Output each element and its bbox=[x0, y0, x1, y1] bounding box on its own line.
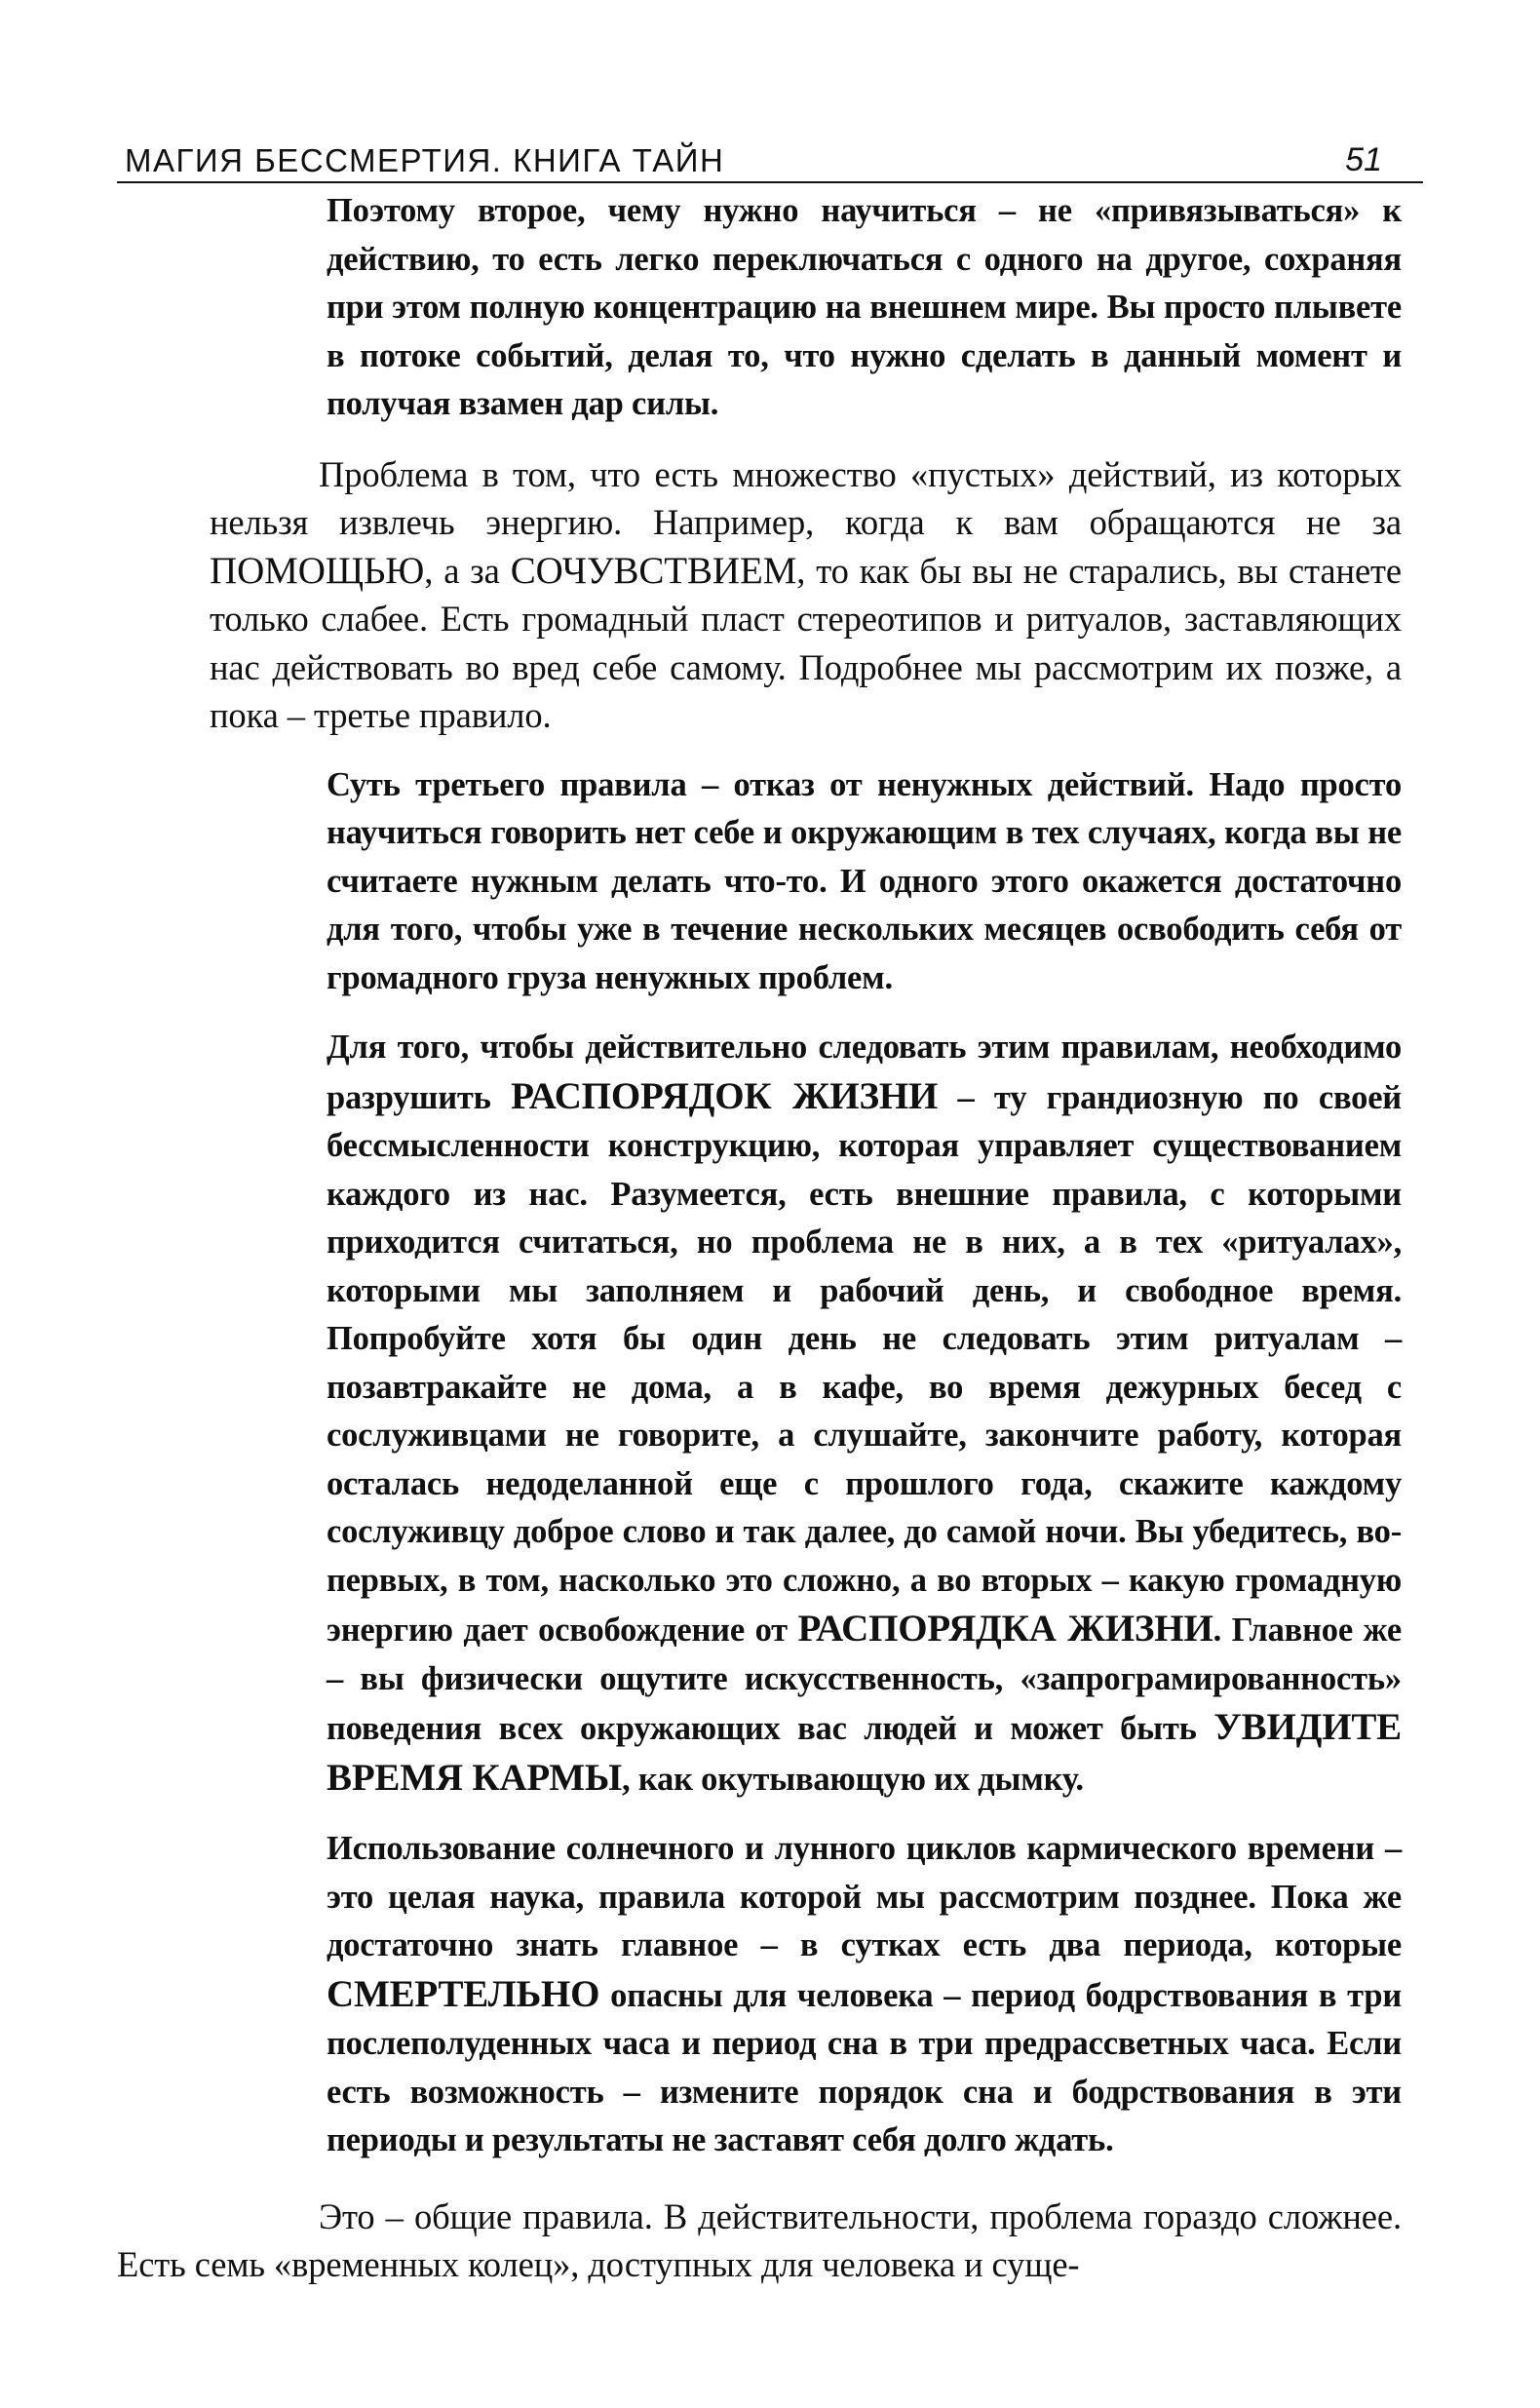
page-body bbox=[117, 187, 1423, 2289]
text-run: Проблема в том, что есть множество «пустых» действий, из которых нельзя извлечь энергию. Например, когда к вам обращаются не за bbox=[210, 453, 1402, 542]
text-run: Использование солнечного и лунного циклов кармического времени – это целая наука, правила которой мы рассмотрим позднее. Пока же достаточно знать главное – в сутках есть два периода, которые bbox=[327, 1830, 1402, 1963]
emphasis-sympathy: СОЧУВСТВИЕМ bbox=[510, 549, 797, 592]
paragraph-empty-actions bbox=[210, 450, 1402, 740]
book-page bbox=[117, 135, 1423, 2289]
emphasis-life-routine: РАСПОРЯДОК ЖИЗНИ bbox=[511, 1074, 939, 1117]
emphasis-deadly: СМЕРТЕЛЬНО bbox=[327, 1972, 600, 2015]
text-run: Для того, чтобы действительно следовать этим правилам, необходимо разрушить bbox=[327, 1029, 1402, 1116]
paragraph-solar-lunar-cycles bbox=[210, 1825, 1402, 2165]
text-run: , а за bbox=[424, 550, 511, 591]
page-number: 51 bbox=[1345, 141, 1382, 178]
text-run: , то как бы вы не старались, вы станете только слабее. Есть громадный пласт стереотипов и ритуалов, заставляющих нас действовать во вред себе самому. Подробнее мы рассмотрим их позже, а пока – третье правило. bbox=[210, 550, 1403, 735]
paragraph-life-routine bbox=[210, 1024, 1402, 1804]
emphasis-help: ПОМОЩЬЮ bbox=[210, 549, 425, 592]
text-run: опасны для человека – период бодрствования в три послеполуденных часа и период сна в три предрассветных часа. Если есть возможность – измените порядок сна и бодрствования в эти периоды и результаты не заставят себя долго ждать. bbox=[327, 1976, 1402, 2158]
paragraph-general-rules: Это – общие правила. В действительности, проблема гораздо сложнее. Есть семь «временных колец», доступных для человека и суще- bbox=[117, 2195, 1402, 2284]
emphasis-karma-time: УВИДИТЕ ВРЕМЯ КАРМЫ bbox=[327, 1706, 1402, 1799]
text-run: . Главное же – вы физически ощутите искусственность, «запрограмированность» поведения всех окружающих вас людей и может быть bbox=[327, 1612, 1402, 1747]
emphasis-life-routine-2: РАСПОРЯДКА ЖИЗНИ bbox=[797, 1608, 1213, 1650]
running-header bbox=[117, 135, 1423, 183]
paragraph-second-rule: Поэтому второе, чему нужно научиться – не «привязываться» к действию, то есть легко переключаться с одного на другое, сохраняя при этом полную концентрацию на внешнем мире. Вы просто плывете в потоке событий, делая то, что нужно сделать в данный момент и получая взамен дар силы. bbox=[327, 192, 1402, 422]
paragraph-third-rule: Суть третьего правила – отказ от ненужных действий. Надо просто научиться говорить нет себе и окружающим в тех случаях, когда вы не считаете нужным делать что-то. И одного этого окажется достаточно для того, чтобы уже в течение нескольких месяцев освободить себя от громадного груза ненужных проблем. bbox=[327, 765, 1402, 996]
text-run: – ту грандиозную по своей бессмысленности конструкцию, которая управляет существованием каждого из нас. Разумеется, есть внешние правила, с которыми приходится считаться, но проблема не в них, а в тех «ритуалах», которыми мы заполняем и рабочий день, и свободное время. Попробуйте хотя бы один день не следовать этим ритуалам – позавтракайте не дома, а в кафе, во время дежурных бесед с сослуживцами не говорите, а слушайте, закончите работу, которая осталась недоделанной еще с прошлого года, скажите каждому сослуживцу доброе слово и так далее, до самой ночи. Вы убедитесь, во-первых, в том, насколько это сложно, а во вторых – какую громадную энергию дает освобождение от bbox=[327, 1078, 1402, 1649]
text-run: , как окутывающую их дымку. bbox=[622, 1760, 1084, 1798]
book-title: МАГИЯ БЕССМЕРТИЯ. КНИГА ТАЙН bbox=[125, 142, 725, 178]
